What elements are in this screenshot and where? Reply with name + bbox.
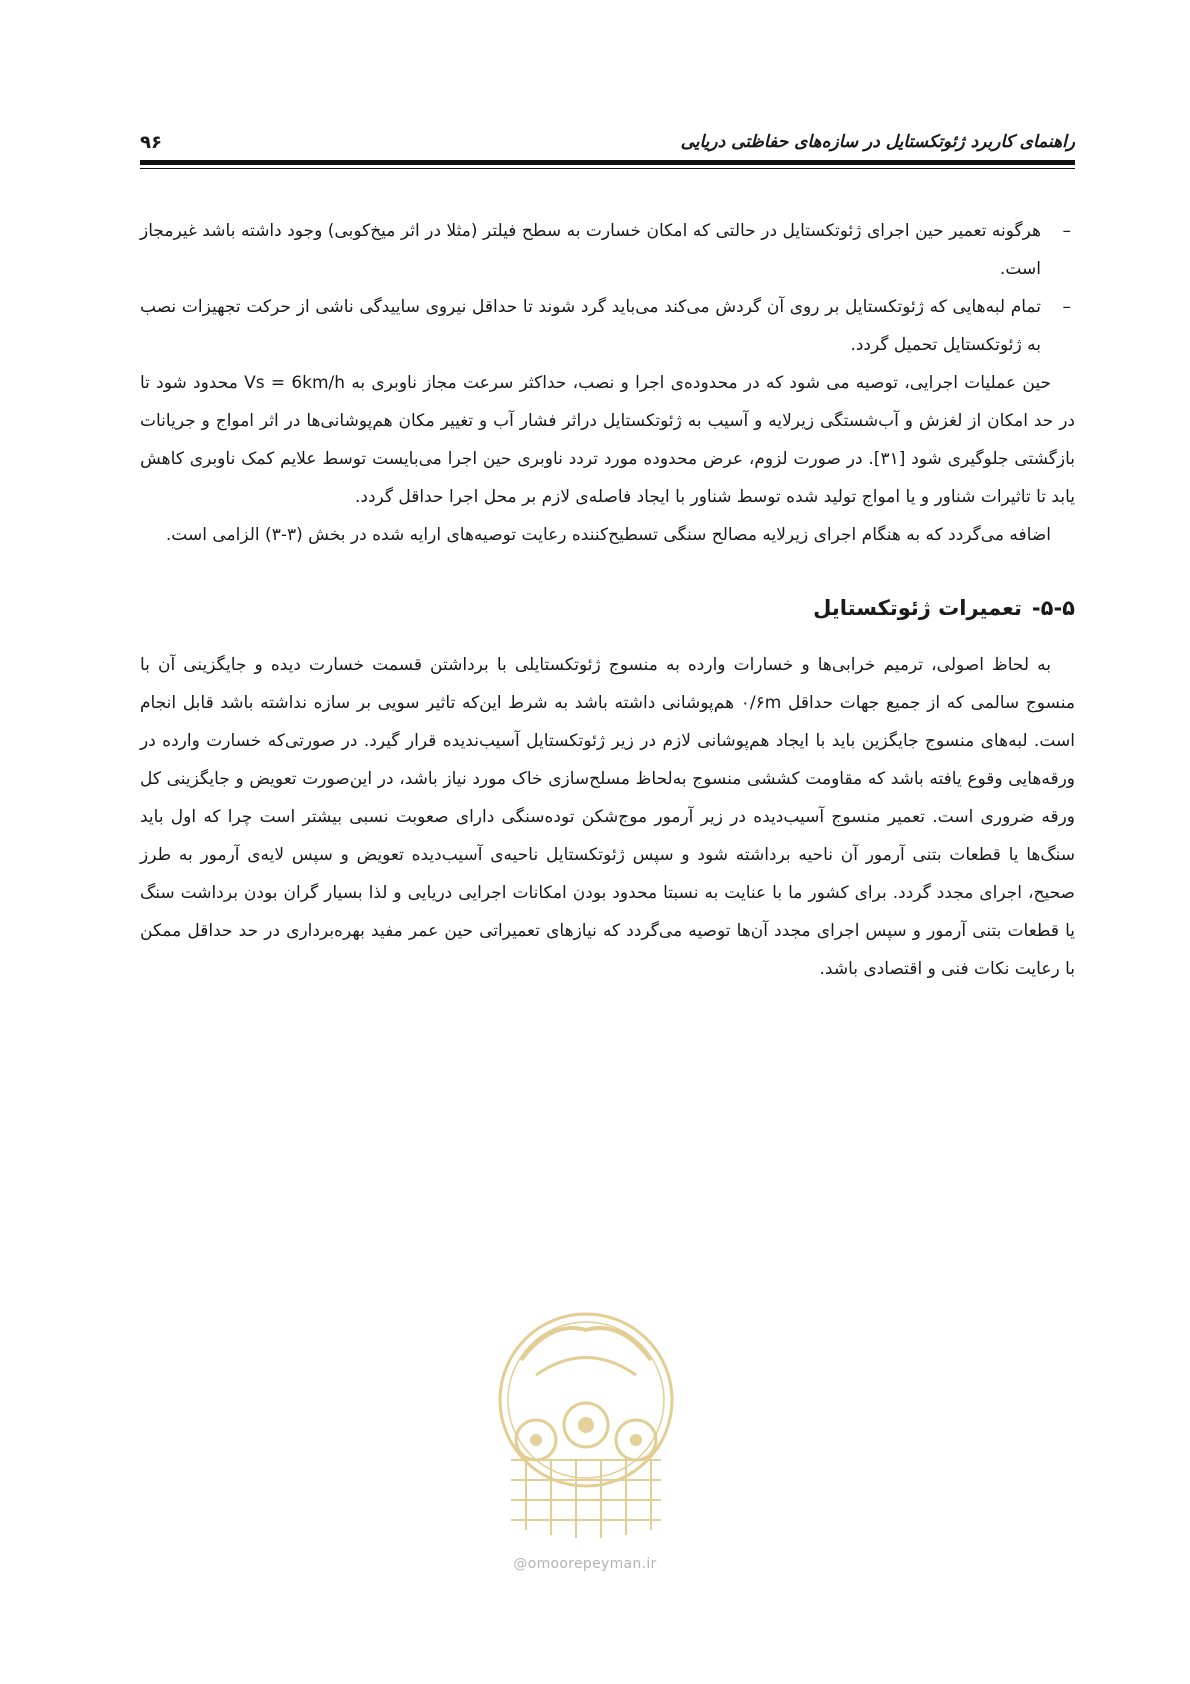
page-body xyxy=(140,212,1075,988)
watermark-url: @omoorepeyman.ir xyxy=(513,1556,657,1572)
page-number: ۹۶ xyxy=(140,132,162,153)
header-rule-thin xyxy=(140,168,1075,169)
paragraph-sublayer: اضافه می‌گردد که به هنگام اجرای زیرلایه مصالح سنگی تسطیح‌کننده رعایت توصیه‌های ارایه شده در بخش (۳-۳) الزامی است. xyxy=(165,525,1051,545)
paragraph-repairs: به لحاظ اصولی، ترمیم خرابی‌ها و خسارات وارده به منسوج ژئوتکستایلی با برداشتن قسمت خسارت دیده و جایگزینی آن با منسوج سالمی که از جمیع جهات حداقل ۰/۶m هم‌پوشانی داشته باشد به شرط این‌که تاثیر سویی بر سازه نداشته باشد قابل انجام است. لبه‌های منسوج جایگزین باید با ایجاد هم‌پوشانی لازم در زیر ژئوتکستایل آسیب‌ندیده قرار گیرد. در صورتی‌که خسارت وارده در ورقه‌هایی وقوع یافته باشد که مقاومت کششی منسوج به‌لحاظ مسلح‌سازی خاک مورد نیاز باشد، در این‌صورت تعویض و جایگزینی کل ورقه ضروری است. تعمیر منسوج آسیب‌دیده در زیر آرمور موج‌شکن توده‌سنگی دارای صعوبت نسبی بیشتر است چرا که اول باید سنگ‌ها یا قطعات بتنی آرمور آن ناحیه برداشته شود و سپس ژئوتکستایل ناحیه‌ی آسیب‌دیده تعویض و سپس لایه‌ی آرمور به طرز صحیح، اجرای مجدد گردد. برای کشور ما با عنایت به نسبتا محدود بودن امکانات اجرایی دریایی و لذا بسیار گران بودن برداشت سنگ یا قطعات بتنی آرمور و سپس اجرای مجدد آن‌ها توصیه می‌گردد که نیازهای تعمیراتی حین عمر مفید بهره‌برداری در حد حداقل ممکن با رعایت نکات فنی و اقتصادی باشد. xyxy=(140,655,1075,979)
bullet-list xyxy=(140,212,1075,364)
bullet-dash: – xyxy=(1062,297,1071,317)
paragraph-navigation-speed: حین عملیات اجرایی، توصیه می شود که در محدوده‌ی اجرا و نصب، حداکثر سرعت مجاز ناوبری به Vs = 6km/h محدود شود تا در حد امکان از لغزش و آب‌شستگی زیرلایه و آسیب به ژئوتکستایل دراثر فشار آب و تغییر مکان هم‌پوشانی‌ها در اثر امواج و جریانات بازگشتی جلوگیری شود [۳۱]. در صورت لزوم، عرض محدوده مورد تردد ناوبری حین اجرا می‌بایست توسط علایم کمک ناوبری کاهش یابد تا تاثیرات شناور و یا امواج تولید شده توسط شناور با ایجاد فاصله‌ی لازم بر محل اجرا حداقل گردد. xyxy=(140,373,1076,507)
section-heading xyxy=(140,588,1075,628)
list-item xyxy=(140,212,1075,288)
page-header xyxy=(140,118,1075,154)
watermark-logo xyxy=(481,1300,691,1550)
running-title: راهنمای کاربرد ژئوتکستایل در سازه‌های حفاظتی دریایی xyxy=(680,132,1075,152)
bullet-text: هرگونه تعمیر حین اجرای ژئوتکستایل در حالتی که امکان خسارت به سطح فیلتر (مثلا در اثر میخ‌کوبی) وجود داشته باشد غیرمجاز است. xyxy=(140,221,1041,279)
list-item xyxy=(140,288,1075,364)
section-title: تعمیرات ژئوتکستایل xyxy=(813,596,1022,620)
bullet-text: تمام لبه‌هایی که ژئوتکستایل بر روی آن گردش می‌کند می‌باید گرد شوند تا حداقل نیروی ساییدگی ناشی از حرکت تجهیزات نصب به ژئوتکستایل تحمیل گردد. xyxy=(140,297,1041,355)
bullet-dash: – xyxy=(1062,221,1071,241)
header-rule-thick xyxy=(140,160,1075,165)
section-number: ۵-۵- xyxy=(1031,596,1075,620)
